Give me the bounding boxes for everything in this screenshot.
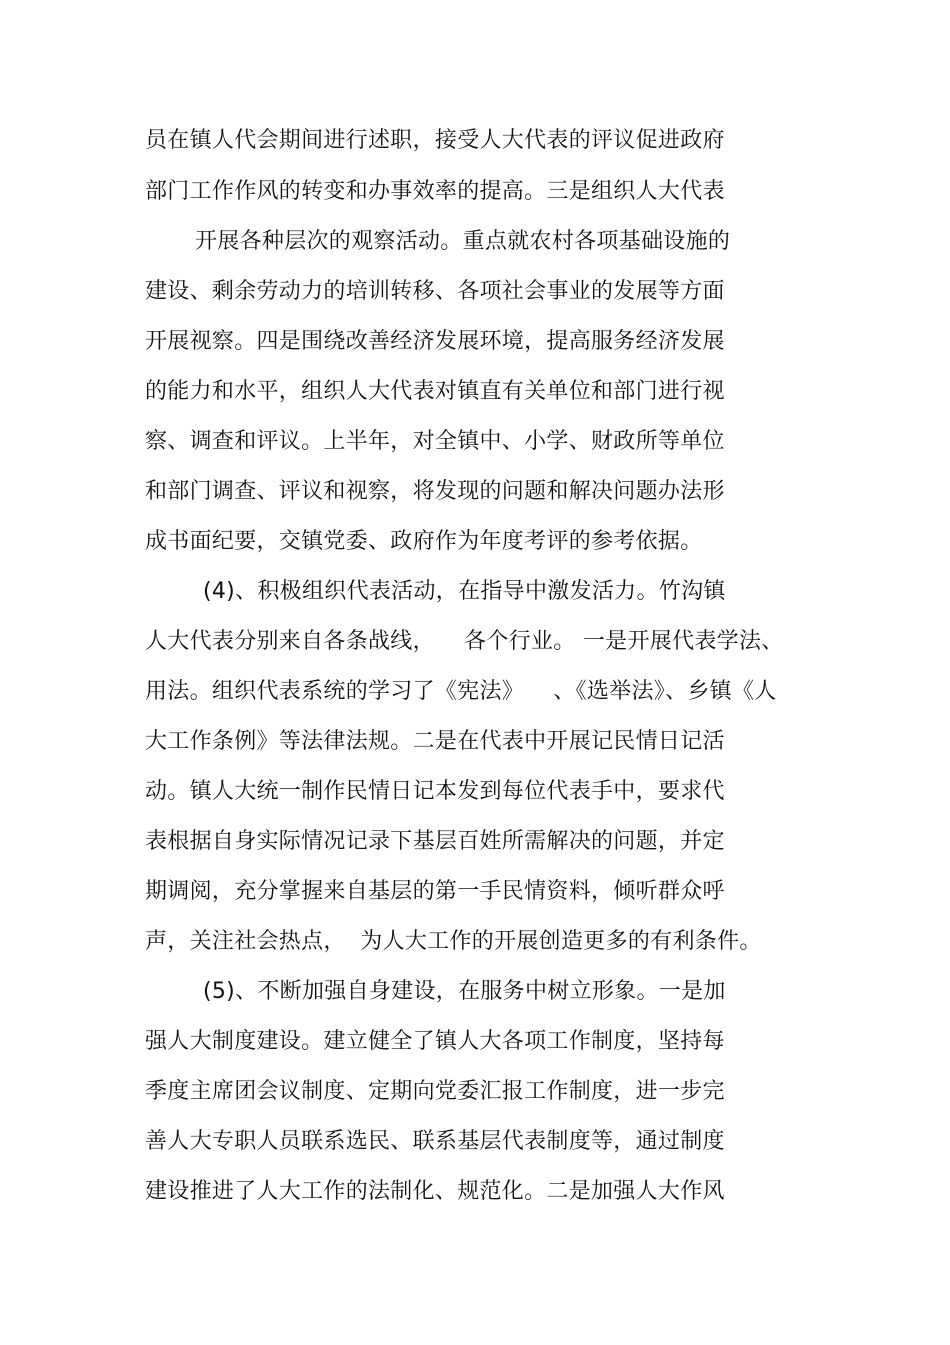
- text-line: 建设、剩余劳动力的培训转移、各项社会事业的发展等方面: [145, 279, 725, 304]
- text-line: 人大代表分别来自各条战线， 各个行业。 一是开展代表学法、: [145, 629, 784, 654]
- text-line: 强人大制度建设。建立健全了镇人大各项工作制度，坚持每: [145, 1029, 725, 1054]
- text-line: 善人大专职人员联系选民、联系基层代表制度等，通过制度: [145, 1129, 725, 1154]
- text-line: 大工作条例》等法律法规。二是在代表中开展记民情日记活: [145, 729, 725, 754]
- text-line: 的能力和水平，组织人大代表对镇直有关单位和部门进行视: [145, 379, 725, 404]
- section-heading-4: (4)、积极组织代表活动，在指导中激发活力。竹沟镇: [203, 579, 726, 604]
- text-line: 季度主席团会议制度、定期向党委汇报工作制度，进一步完: [145, 1079, 725, 1104]
- text-line: 建设推进了人大工作的法制化、规范化。二是加强人大作风: [145, 1179, 725, 1204]
- text-line: 开展各种层次的观察活动。重点就农村各项基础设施的: [195, 229, 731, 254]
- text-line: 员在镇人代会期间进行述职，接受人大代表的评议促进政府: [145, 128, 725, 153]
- text-line: 和部门调查、评议和视察，将发现的问题和解决问题办法形: [145, 479, 725, 504]
- text-line: 察、调查和评议。上半年，对全镇中、小学、财政所等单位: [145, 429, 725, 454]
- text-line: 用法。组织代表系统的学习了《宪法》 、《选举法》、乡镇《人: [145, 679, 777, 704]
- text-line: 部门工作作风的转变和办事效率的提高。三是组织人大代表: [145, 179, 725, 204]
- text-line: 声，关注社会热点， 为人大工作的开展创造更多的有利条件。: [145, 929, 762, 954]
- text-line: 成书面纪要，交镇党委、政府作为年度考评的参考依据。: [145, 529, 703, 554]
- text-line: 动。镇人大统一制作民情日记本发到每位代表手中，要求代: [145, 779, 725, 804]
- text-line: 期调阅，充分掌握来自基层的第一手民情资料，倾听群众呼: [145, 879, 725, 904]
- text-line: 表根据自身实际情况记录下基层百姓所需解决的问题，并定: [145, 829, 725, 854]
- text-line: 开展视察。四是围绕改善经济发展环境，提高服务经济发展: [145, 329, 725, 354]
- section-heading-5: (5)、不断加强自身建设，在服务中树立形象。一是加: [203, 979, 726, 1004]
